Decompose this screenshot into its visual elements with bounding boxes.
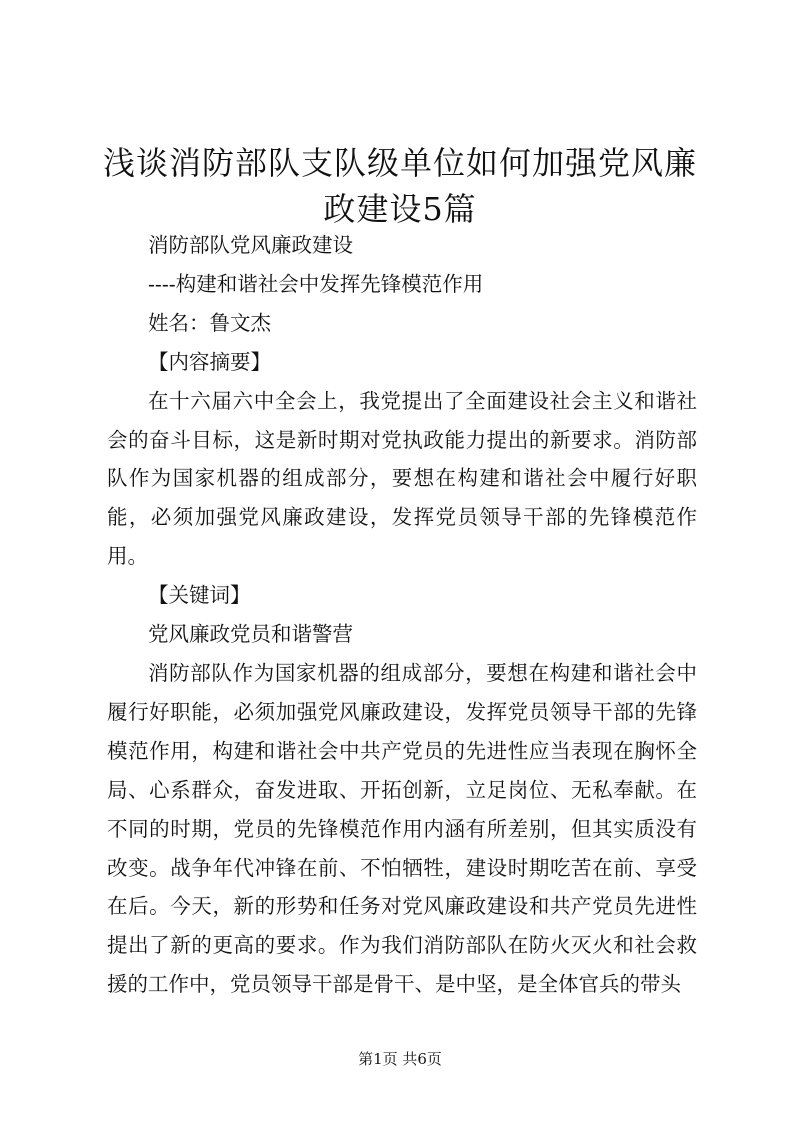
abstract-heading: 【内容摘要】 (148, 349, 271, 374)
document-body (107, 226, 697, 1004)
keywords-heading: 【关键词】 (148, 583, 251, 608)
page-footer: 第1页 共6页 (358, 1050, 442, 1068)
document-title: 浅谈消防部队支队级单位如何加强党风廉政建设5篇 (102, 144, 697, 228)
keywords-paragraph: 党风廉政党员和谐警营 (148, 622, 353, 647)
author-paragraph: 姓名：鲁文杰 (148, 310, 271, 335)
subtitle-theme-paragraph: ----构建和谐社会中发挥先锋模范作用 (148, 271, 484, 296)
body-paragraph: 消防部队作为国家机器的组成部分，要想在构建和谐社会中履行好职能，必须加强党风廉政建设，发挥党员领导干部的先锋模范作用，构建和谐社会中共产党员的先进性应当表现在胸怀全局、心系群众，奋发进取、开拓创新，立足岗位、无私奉献。在不同的时期，党员的先锋模范作用内涵有所差别，但其实质没有改变。战争年代冲锋在前、不怕牺牲，建设时期吃苦在前、享受在后。今天，新的形势和任务对党风廉政建设和共产党员先进性提出了新的更高的要求。作为我们消防部队在防火灭火和社会救援的工作中，党员领导干部是骨干、是中坚，是全体官兵的带头 (107, 660, 697, 997)
subtitle-paragraph: 消防部队党风廉政建设 (148, 233, 353, 257)
abstract-paragraph: 在十六届六中全会上，我党提出了全面建设社会主义和谐社会的奋斗目标，这是新时期对党执政能力提出的新要求。消防部队作为国家机器的组成部分，要想在构建和谐社会中履行好职能，必须加强党风廉政建设，发挥党员领导干部的先锋模范作用。 (107, 388, 697, 569)
